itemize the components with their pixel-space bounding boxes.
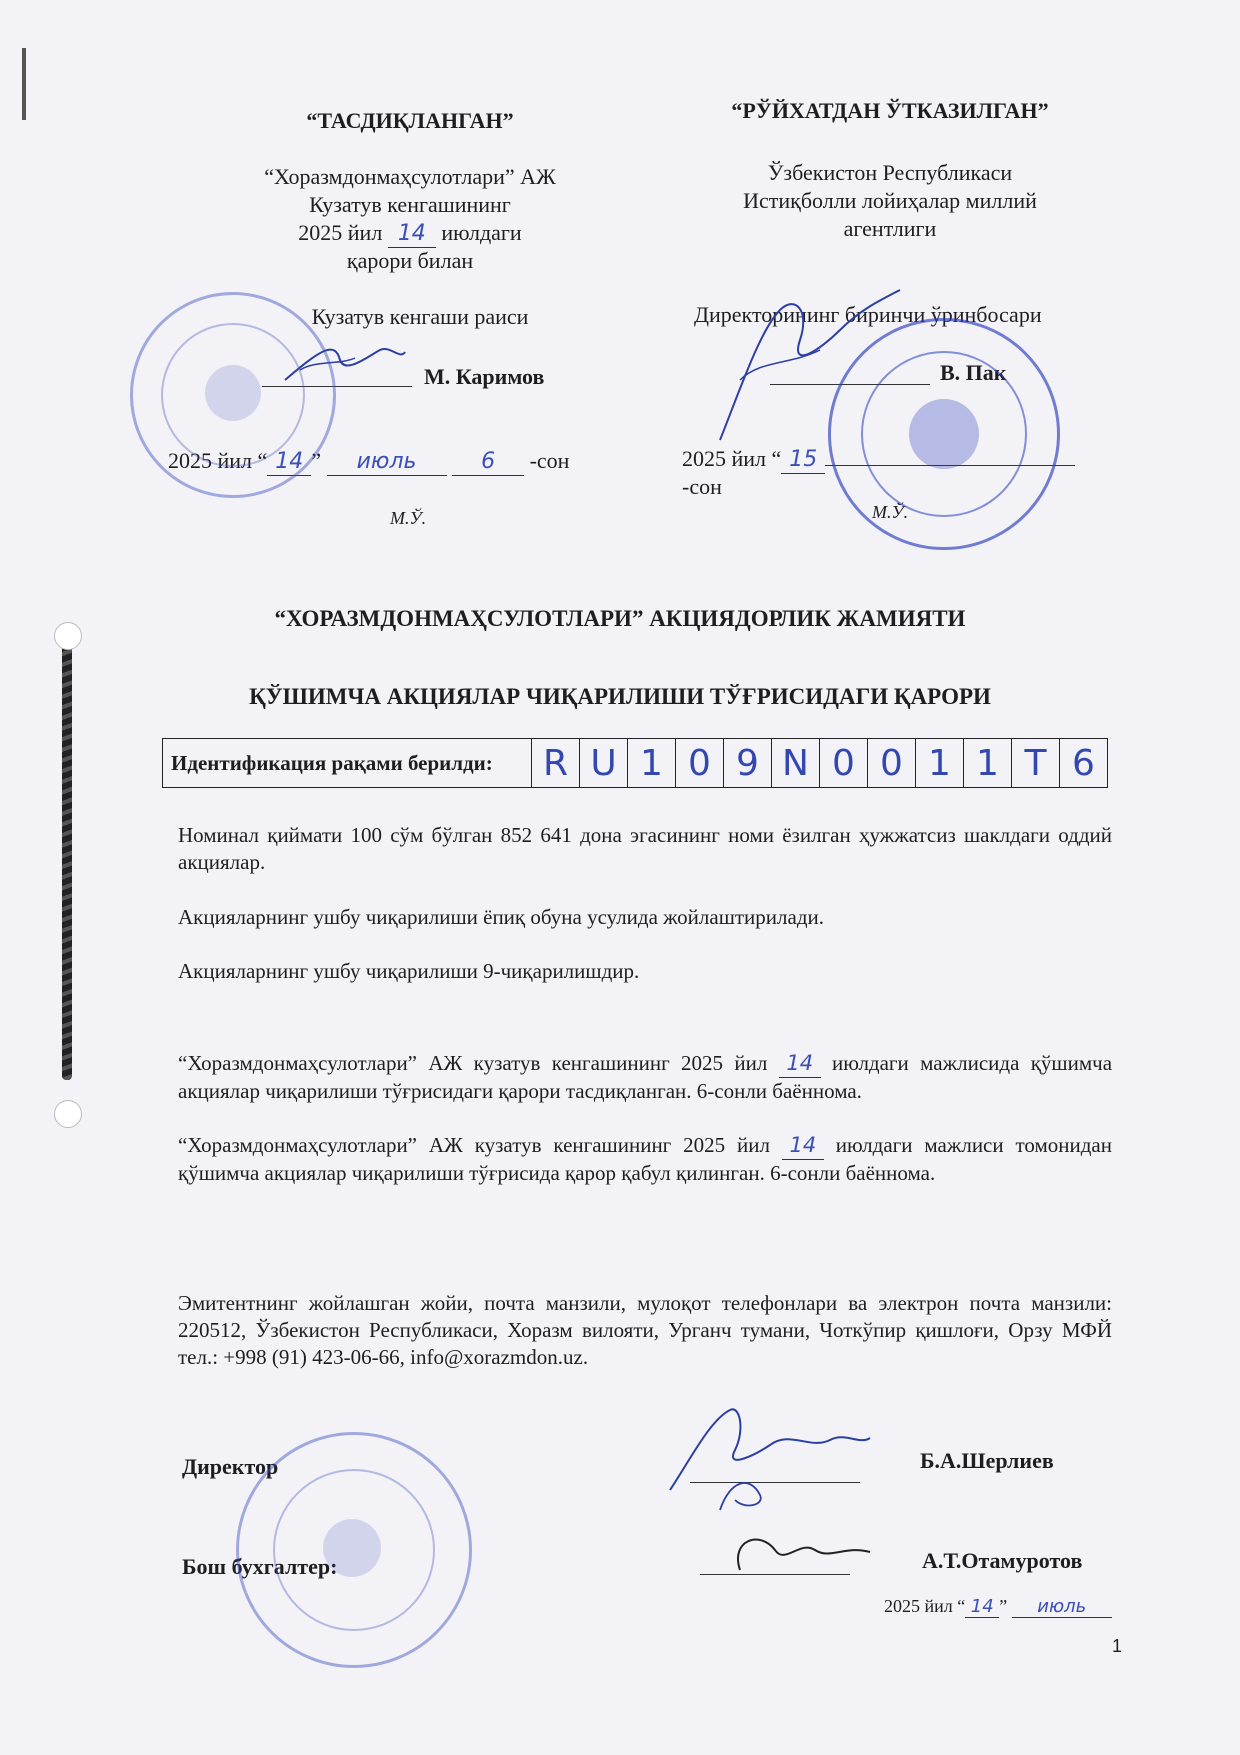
- bottom-company-stamp: [236, 1432, 472, 1668]
- registered-role: Директорининг биринчи ўринбосари: [694, 302, 1042, 327]
- paragraph-approval-day: 14: [779, 1050, 821, 1078]
- registered-line2: Истиқболли лойиҳалар миллий: [743, 188, 1037, 213]
- accountant-label: Бош бухгалтер:: [182, 1554, 338, 1579]
- approved-bottom-prefix: 2025 йил “: [168, 448, 268, 473]
- binding-hole-bottom: [54, 1100, 82, 1128]
- paragraph-adoption-day: 14: [782, 1132, 824, 1160]
- signatures-date-month: июль: [1012, 1596, 1112, 1618]
- id-char-9: 1: [916, 739, 964, 788]
- paragraph-approval-a: “Хоразмдонмаҳсулотлари” АЖ кузатув кенгашининг 2025 йил: [178, 1051, 768, 1075]
- signatures-date: [884, 1596, 1112, 1618]
- bottom-stamp-emblem: [323, 1519, 381, 1577]
- director-name: Б.А.Шерлиев: [920, 1448, 1054, 1473]
- paragraph-address: Эмитентнинг жойлашган жойи, почта манзили, мулоқот телефонлари ва электрон почта манзили: 220512, Ўзбекистон Республикаси, Хоразм вилояти, Урганч тумани, Чоткўпир қишлоғи, Орзу МФЙ тел.: +998 (91) 423-06-66, info@xorazmdon.uz.: [178, 1291, 1112, 1369]
- id-char-5: 9: [724, 739, 772, 788]
- approved-seal-mark: М.Ў.: [390, 508, 427, 528]
- id-char-12: 6: [1060, 739, 1108, 788]
- left-stamp-emblem: [205, 365, 261, 421]
- page-number: 1: [1112, 1636, 1123, 1656]
- paragraph-adoption-b: июлдаги мажлиси томонидан қўшимча акциялар чиқарилиши тўғрисида қарор қабул қилинган. 6-сонли баённома.: [178, 1133, 1112, 1185]
- id-char-6: N: [772, 739, 820, 788]
- registered-line1: Ўзбекистон Республикаси: [767, 160, 1013, 185]
- paragraph-approval-b: июлдаги мажлисида қўшимча акциялар чиқарилиши тўғрисидаги қарори тасдиқланган. 6-сонли баённома.: [178, 1051, 1113, 1103]
- approved-bottom-month: июль: [327, 449, 447, 476]
- paragraph-approval: [178, 1050, 1112, 1105]
- director-signature: [660, 1400, 880, 1520]
- accountant-signature: [720, 1510, 880, 1590]
- paragraph-adoption-a: “Хоразмдонмаҳсулотлари” АЖ кузатув кенгашининг 2025 йил: [178, 1133, 770, 1157]
- paragraph-placement: Акцияларнинг ушбу чиқарилиши ёпиқ обуна усулида жойлаштирилади.: [178, 905, 824, 929]
- registered-name: В. Пак: [940, 360, 1007, 385]
- decision-title: ҚЎШИМЧА АКЦИЯЛАР ЧИҚАРИЛИШИ ТЎҒРИСИДАГИ ҚАРОРИ: [249, 684, 991, 709]
- approved-date-day: 14: [388, 221, 436, 248]
- registered-seal-mark: М.Ў.: [872, 502, 909, 522]
- approved-bottom-suffix: -сон: [529, 448, 570, 473]
- id-char-10: 1: [964, 739, 1012, 788]
- paragraph-shares: Номинал қиймати 100 сўм бўлган 852 641 дона эгасининг номи ёзилган ҳужжатсиз шаклдаги оддий акциялар.: [178, 823, 1112, 874]
- binding-cord: [62, 635, 72, 1080]
- identification-table: [162, 738, 1108, 788]
- id-char-7: 0: [820, 739, 868, 788]
- approved-line4: қарори билан: [346, 248, 474, 273]
- registered-bottom-day: 15: [781, 447, 825, 474]
- registered-bottom-suffix: -сон: [682, 474, 722, 499]
- id-char-3: 1: [628, 739, 676, 788]
- approved-date-suffix: июлдаги: [441, 220, 522, 245]
- id-char-11: T: [1012, 739, 1060, 788]
- paragraph-issue-number: Акцияларнинг ушбу чиқарилиши 9-чиқарилишдир.: [178, 959, 640, 983]
- company-title: “ХОРАЗМДОНМАҲСУЛОТЛАРИ” АКЦИЯДОРЛИК ЖАМИЯТИ: [274, 606, 966, 631]
- accountant-name: А.Т.Отамуротов: [922, 1548, 1083, 1573]
- approved-role: Кузатув кенгаши раиси: [311, 304, 529, 329]
- signatures-date-mid: ”: [999, 1596, 1008, 1616]
- approved-bottom-num: 6: [452, 449, 524, 476]
- signatures-date-prefix: 2025 йил “: [884, 1596, 966, 1616]
- left-company-stamp: [130, 292, 336, 498]
- approved-date-prefix: 2025 йил: [298, 220, 383, 245]
- director-label: Директор: [182, 1454, 279, 1479]
- binding-hole-top: [54, 622, 82, 650]
- approved-bottom-mid: ”: [311, 448, 322, 473]
- id-char-2: U: [580, 739, 628, 788]
- registered-line3: агентлиги: [843, 216, 937, 241]
- right-agency-stamp: [828, 318, 1060, 550]
- id-char-4: 0: [676, 739, 724, 788]
- approved-date-line: [200, 220, 620, 248]
- signatures-date-day: 14: [965, 1596, 999, 1618]
- id-char-1: R: [532, 739, 580, 788]
- binding-mark-top: [22, 48, 26, 120]
- approved-line2: Кузатув кенгашининг: [309, 192, 511, 217]
- approved-name: М. Каримов: [424, 364, 545, 389]
- approved-line1: “Хоразмдонмаҳсулотлари” АЖ: [264, 164, 556, 189]
- registered-bottom-prefix: 2025 йил “: [682, 446, 782, 471]
- registered-heading: “РЎЙХАТДАН ЎТКАЗИЛГАН”: [731, 98, 1049, 123]
- approved-bottom-day: 14: [267, 449, 311, 476]
- paragraph-adoption: [178, 1132, 1112, 1187]
- approved-heading: “ТАСДИҚЛАНГАН”: [306, 108, 514, 133]
- identification-label: Идентификация рақами берилди:: [163, 739, 532, 788]
- id-char-8: 0: [868, 739, 916, 788]
- right-stamp-emblem: [909, 399, 979, 469]
